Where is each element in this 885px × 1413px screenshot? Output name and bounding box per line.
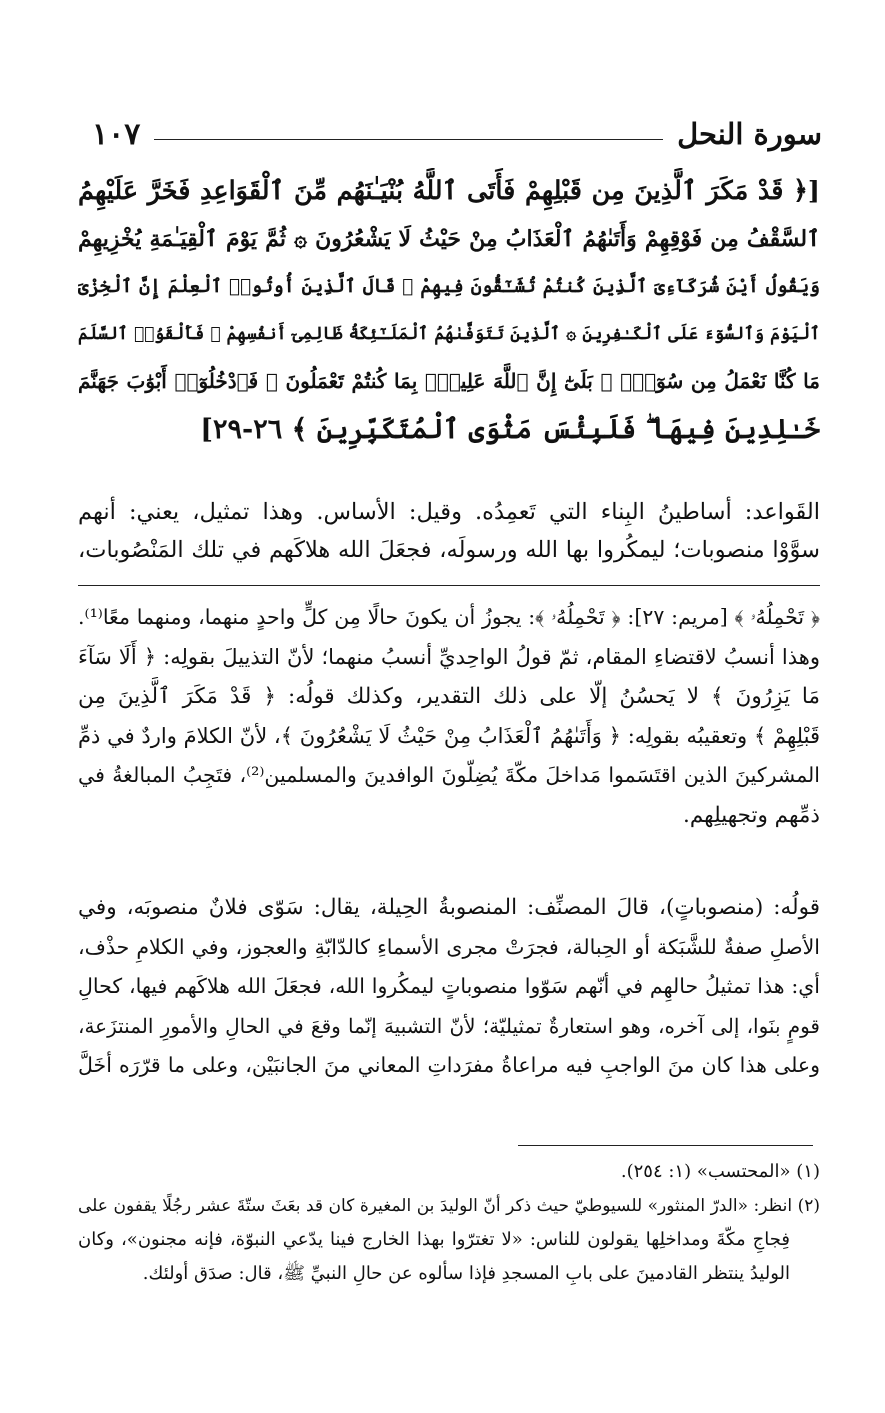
quran-line: وَيَقُولُ أَيْنَ شُرَكَآءِىَ ٱلَّذِينَ كُنتُمْ تُشَـٰٓقُّونَ فِيهِمْ ۚ قَالَ ٱلَّذِينَ أُوتُوا۟ ٱلْعِلْمَ إِنَّ ٱلْخِزْىَ [78,276,820,297]
commentary-line: وعلى هذا كان منَ الواجبِ فيه مراعاةُ مفرَداتِ المعاني منَ الجانبَيْن، وعلى ما قرّرَه أخَلَّ [78,1053,820,1077]
quran-line: مَا كُنَّا نَعْمَلُ مِن سُوٓءٍۭ ۚ بَلَىٰٓ إِنَّ ٱللَّهَ عَلِيمٌۢ بِمَا كُنتُمْ تَعْمَلُونَ ۞ فَٱدْخُلُوٓا۟ أَبْوَٰبَ جَهَنَّمَ [78,369,820,393]
commentary-line: وهذا أنسبُ لاقتضاءِ المقام، ثمّ قولُ الواحِديِّ أنسبُ منهما؛ لأنّ التذييلَ بقولِه: ﴿ أَلَا سَآءَ [78,644,820,669]
commentary-line: ﴿ تَحْمِلُهُۥ ﴾ [مريم: ٢٧]: ﴿ تَحْمِلُهُۥ ﴾: يجوزُ أن يكونَ حالًا مِن كلٍّ واحدٍ منهما، ومنهما معًا⁽¹⁾. [78,605,820,629]
commentary-line: قومٍ بنَوا، إلى آخره، وهو استعارةٌ تمثيليّة؛ لأنّ التشبيهَ إنّما وقعَ في الحالِ والأمورِ المنتزَعة، [78,1013,820,1038]
footnote-divider [518,1145,813,1146]
commentary-line: المشركينَ الذين اقتَسَموا مَداخلَ مكّةَ يُضِلّونَ الوافدينَ والمسلمين⁽²⁾، فتَجِبُ المبالغةُ في [78,763,820,787]
page-number: ١٠٧ [92,116,141,152]
quran-line: ٱلْيَوْمَ وَٱلسُّوٓءَ عَلَى ٱلْكَـٰفِرِينَ ۞ ٱلَّذِينَ تَتَوَفَّىٰهُمُ ٱلْمَلَـٰٓئِكَةُ ظَالِمِىٓ أَنفُسِهِمْ ۖ فَأَلْقَوُا۟ ٱلسَّلَمَ [78,323,820,344]
quran-verses-block [78,168,820,453]
footnote-2: (٢) انظر: «الدرّ المنثور» للسيوطيّ حيث ذكر أنّ الوليدَ بن المغيرة كان قد بعَثَ ستّةَ عشر رجُلًا يقفون على [78,1196,820,1216]
commentary-line: ذمِّهم وتجهيلِهم. [683,802,820,828]
surah-title: سورة النحل [677,117,822,151]
commentary-line: مَا يَزِرُونَ ﴾ لا يَحسُنُ إلّا على ذلك التقدير، وكذلك قولُه: ﴿ قَدْ مَكَرَ ٱلَّذِينَ مِن [78,684,820,709]
quran-line: [﴿ قَدْ مَكَرَ ٱلَّذِينَ مِن قَبْلِهِمْ فَأَتَى ٱللَّهُ بُنْيَـٰنَهُم مِّنَ ٱلْقَوَاعِدِ فَخَرَّ عَلَيْهِمُ [78,176,820,206]
tafsir-line: القَواعد: أساطينُ البِناء التي تَعمِدُه. وقيل: الأساس. وهذا تمثيل، يعني: أنهم [78,499,820,525]
footnote-2-continued: الوليدُ ينتظر القادمينَ على بابِ المسجدِ فإذا سألوه عن حالِ النبيِّ ﷺ، قال: صدَق أولئك. [142,1263,790,1284]
commentary-paragraph-2 [78,888,820,1086]
commentary-line: أي: هذا تمثيلُ حالهِم في أنّهم سَوّوا منصوباتٍ ليمكُروا الله، فجعَلَ الله هلاكَهم فيها، كحالِ [78,974,820,998]
footnote-2-continued: فِجاجِ مكّةَ ومداخلِها يقولون للناس: «لا تغترّوا بهذا الخارج فينا يدّعي النبوّة، فإنه مجنون»، وكان [78,1229,790,1250]
quran-line: خَـٰلِدِينَ فِيهَا ۖ فَلَبِئْسَ مَثْوَى ٱلْمُتَكَبِّرِينَ ﴾ ٢٦-٢٩] [200,413,820,445]
footnote-1: (١) «المحتسب» (١: ٢٥٤). [620,1161,820,1182]
tafsir-line: سوَّوْا منصوبات؛ ليمكُروا بها الله ورسولَه، فجعَلَ الله هلاكَهم في تلك المَنْصُوبات، [78,537,820,563]
quran-line: ٱلسَّقْفُ مِن فَوْقِهِمْ وَأَتَىٰهُمُ ٱلْعَذَابُ مِنْ حَيْثُ لَا يَشْعُرُونَ ۞ ثُمَّ يَوْمَ ٱلْقِيَـٰمَةِ يُخْزِيهِمْ [78,225,820,252]
commentary-paragraph-1 [78,598,820,835]
commentary-line: الأصلِ صفةٌ للشَّبَكة أو الحِبالة، فجرَتْ مجرى الأسماءِ كالدّابّةِ والعجوز، وفي الكلامِ حذْف، [78,934,820,959]
commentary-line: قولُه: (منصوباتٍ)، قالَ المصنِّف: المنصوبةُ الحِيلة، يقال: سَوّى فلانٌ منصوبَه، وفي [78,895,820,920]
running-header [92,112,822,156]
commentary-line: قَبْلِهِمْ ﴾ وتعقيبُه بقولِه: ﴿ وَأَتَىٰهُمُ ٱلْعَذَابُ مِنْ حَيْثُ لَا يَشْعُرُونَ ﴾، لأنّ الكلامَ واردٌ في ذمِّ [78,723,820,748]
footnotes [78,1155,820,1291]
tafsir-paragraph [78,493,820,569]
section-divider [78,585,820,586]
header-rule [154,139,663,140]
